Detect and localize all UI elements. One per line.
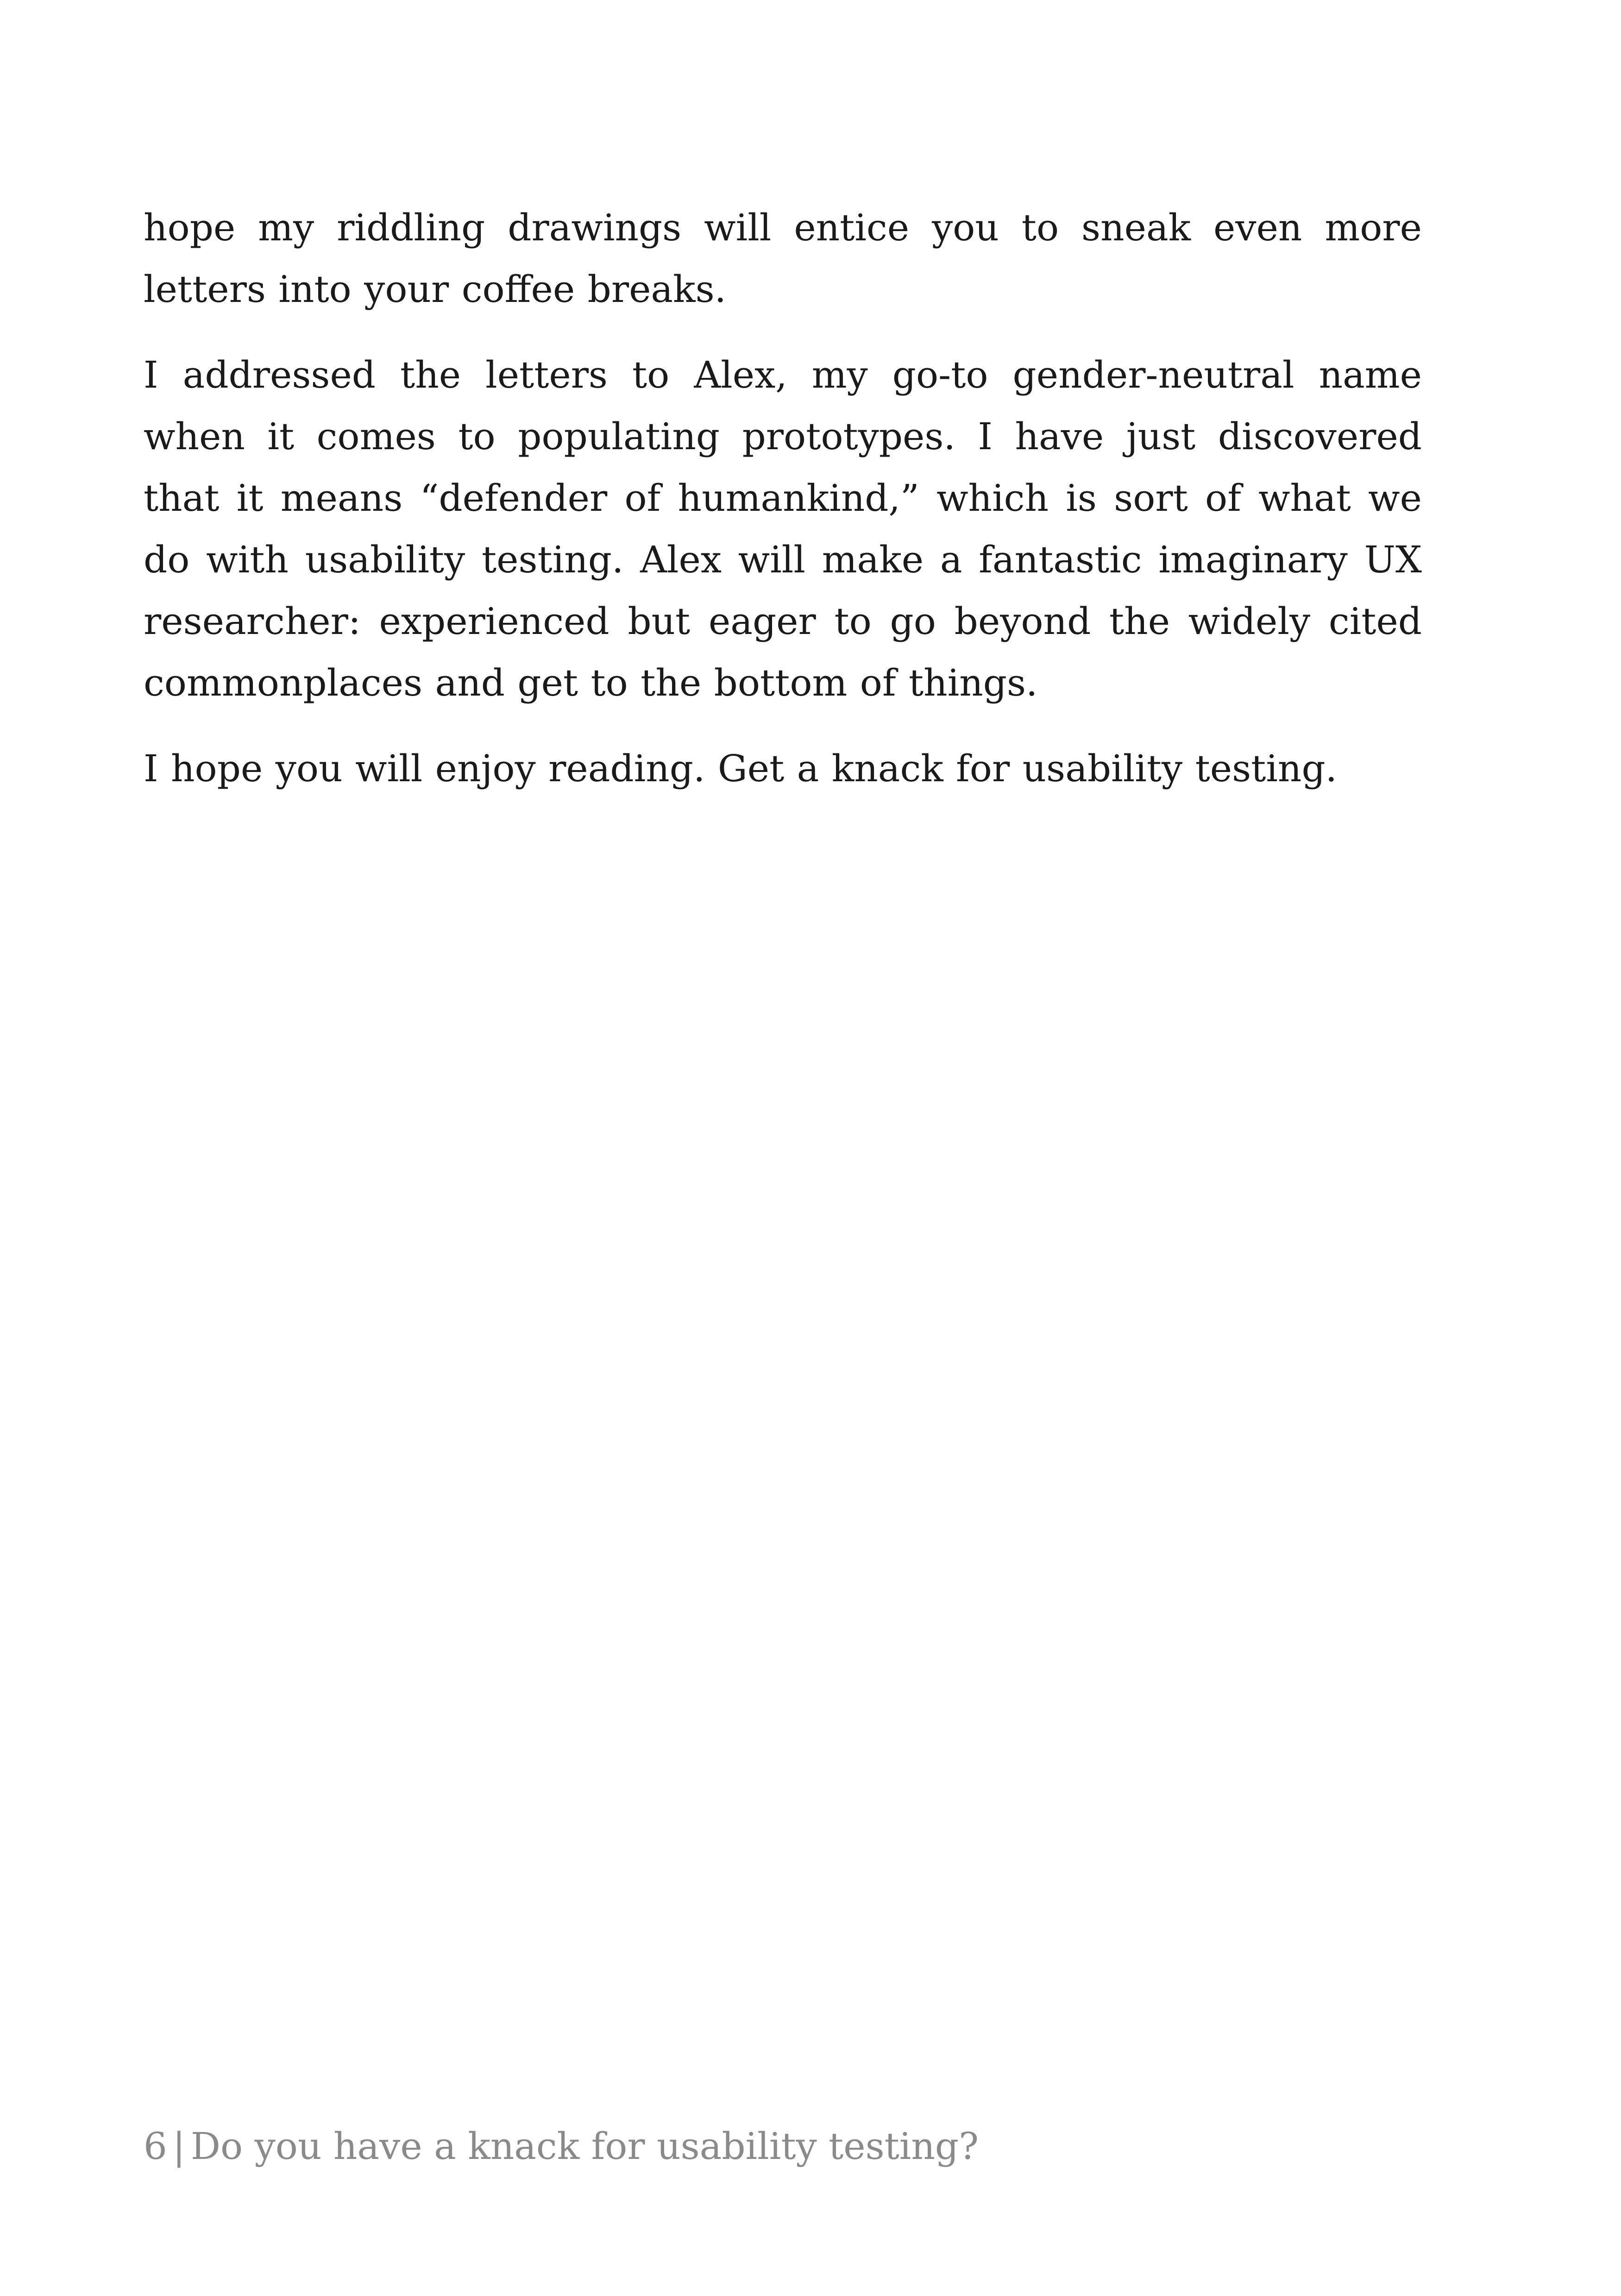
footer-separator: | [172,2125,185,2168]
paragraph-1: hope my riddling drawings will entice you to sneak even more letters into your coffee breaks. [144,206,1422,311]
paragraph-2: I addressed the letters to Alex, my go-to gender-neutral name when it comes to populating prototypes. I have just discovered that it means “defender of humankind,” which is sort of what we do with usability testing. Alex will make a fantastic imaginary UX researcher: experienced but eager to go beyond the widely cited commonplaces and get to the bottom of things. [144,353,1422,704]
running-title: Do you have a knack for usability testing? [190,2125,979,2168]
body-text [144,197,1422,823]
paragraph-3: I hope you will enjoy reading. Get a knack for usability testing. [144,747,1338,790]
page-footer [144,2119,979,2174]
page-number: 6 [144,2125,167,2168]
